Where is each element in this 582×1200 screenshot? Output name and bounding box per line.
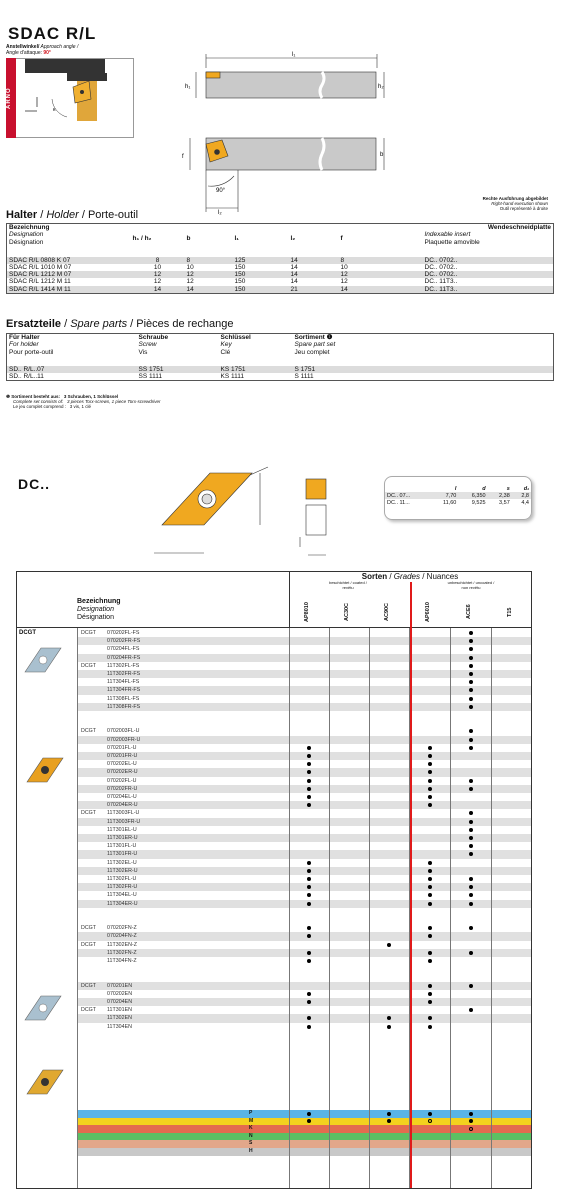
grade-dot — [469, 656, 473, 660]
table-row — [77, 891, 531, 899]
table-row — [77, 990, 531, 998]
table-row — [77, 941, 531, 949]
row-designation: 11T302EN — [107, 1015, 132, 1022]
grade-dot — [307, 1000, 311, 1004]
table-row — [77, 686, 531, 694]
grade-dot — [428, 787, 432, 791]
row-designation: 11T304FN-Z — [107, 958, 137, 964]
approach-angle-label: Anstellwinkel/ Approach angle / Angle d'attaque: 90° — [6, 44, 79, 56]
holder-row: SDAC R/L 0808 K 07 8 8 125 14 8 DC.. 0702.. — [7, 257, 554, 264]
spare-row: SD.. R/L..11 SS 1111 KS 1111 S 1111 — [7, 373, 554, 381]
row-designation: 070202FR-FS — [107, 638, 141, 645]
grade-dot — [469, 902, 473, 906]
grade-dot — [428, 861, 432, 865]
table-row — [77, 1023, 531, 1031]
dim-angle: 90° — [216, 188, 226, 194]
table-row — [77, 834, 531, 842]
grade-dot — [307, 992, 311, 996]
row-designation: 11T301EN — [107, 1007, 132, 1014]
grade-col-ACE6: ACE6 — [466, 604, 472, 620]
dim-l2: l₂ — [218, 210, 222, 216]
grade-dot — [469, 631, 473, 635]
grade-dot — [307, 795, 311, 799]
grade-dot — [307, 1025, 311, 1029]
row-designation: 070202ER-U — [107, 769, 138, 776]
iso-label: M — [249, 1117, 254, 1124]
grade-dot — [428, 795, 432, 799]
row-designation: 0702003FL-U — [107, 728, 140, 735]
grade-dot — [469, 984, 473, 988]
spare-set-note: ❶ Sortiment besteht aus: 3 Schrauben, 1 Schlüssel Complete set consists of: 3 pieces Torx-screws, 1 piece Torx-screwdriver Le jeu complet comprend : 3 vis, 1 clé — [6, 394, 161, 410]
row-designation: 070204EN — [107, 999, 133, 1005]
iso-label: H — [249, 1148, 253, 1154]
table-row — [77, 637, 531, 645]
grade-dot — [469, 779, 473, 783]
table-row — [77, 793, 531, 801]
holder-section-title: Halter / Holder / Porte-outil — [6, 209, 139, 221]
row-designation: 11T301FL-U — [107, 843, 137, 850]
column-divider — [329, 628, 330, 1188]
grade-dot — [307, 770, 311, 774]
grade-dot — [469, 729, 473, 733]
table-row — [77, 932, 531, 940]
row-code: DCGT — [81, 1007, 97, 1014]
row-designation: 070201FL-U — [107, 744, 137, 751]
row-designation: 11T302EN-Z — [107, 941, 137, 948]
grade-dot — [307, 877, 311, 881]
dim-l1: l₁ — [292, 52, 296, 58]
table-row — [77, 777, 531, 785]
row-code: DCGT — [81, 925, 97, 932]
brand-logo: ARNO — [6, 58, 16, 138]
grade-dot — [428, 803, 432, 807]
holder-drawing — [182, 46, 392, 216]
dim-b: b — [380, 152, 384, 158]
iso-dot — [387, 1112, 391, 1116]
holder-row: SDAC R/L 1212 M 11 12 12 150 14 12 DC.. 11T3.. — [7, 278, 554, 285]
column-divider — [491, 628, 492, 1188]
row-designation: 11T302FL-U — [107, 876, 137, 882]
grade-table — [16, 571, 532, 1189]
row-designation: 11T302FL-FS — [107, 662, 140, 669]
grade-dot — [469, 680, 473, 684]
grade-dot — [469, 664, 473, 668]
table-row — [77, 1014, 531, 1022]
row-designation: 070202FN-Z — [107, 925, 137, 932]
grades-title: Sorten / Grades / Nuances — [361, 572, 459, 581]
row-code: DCGT — [81, 982, 97, 989]
row-designation: 070202EN — [107, 990, 133, 997]
row-designation: 11T304EN — [107, 1023, 132, 1030]
grade-dot — [428, 754, 432, 758]
insert-drawing — [140, 465, 340, 565]
iso-dot — [469, 1127, 473, 1131]
row-designation: 11T301EL-U — [107, 826, 137, 833]
row-designation: 11T302FR-FS — [107, 671, 141, 677]
iso-band-K — [77, 1125, 531, 1133]
grade-dot — [469, 828, 473, 832]
grade-dot — [428, 934, 432, 938]
insert-image-z — [23, 990, 63, 1030]
column-divider — [289, 628, 290, 1188]
grade-dot — [307, 959, 311, 963]
grade-dot — [428, 951, 432, 955]
grade-dot — [469, 705, 473, 709]
grade-dot — [307, 779, 311, 783]
iso-dot — [307, 1112, 311, 1116]
row-designation: 11T302FR-U — [107, 884, 138, 891]
column-divider — [369, 628, 370, 1188]
grade-dot — [469, 746, 473, 750]
grade-dot — [307, 885, 311, 889]
table-row — [77, 768, 531, 776]
insert-title: DC.. — [18, 476, 50, 492]
group-label: DCGT — [19, 630, 36, 636]
table-row — [77, 736, 531, 744]
row-designation: 070202EL-U — [107, 761, 137, 768]
row-designation: 11T302EL-U — [107, 859, 137, 866]
page-title: SDAC R/L — [8, 24, 97, 43]
iso-label: K — [249, 1125, 253, 1132]
iso-label: P — [249, 1110, 253, 1116]
iso-dot — [428, 1119, 432, 1123]
row-designation: 11T301ER-U — [107, 835, 138, 841]
row-designation: 070204FL-FS — [107, 646, 140, 653]
column-divider — [450, 628, 451, 1188]
row-designation: 11T3003FL-U — [107, 810, 140, 817]
iso-dot — [469, 1112, 473, 1116]
row-code: DCGT — [81, 941, 97, 948]
grade-dot — [307, 893, 311, 897]
row-code: DCGT — [81, 810, 97, 817]
table-row — [77, 801, 531, 809]
insert-dimensions-box: l d s d₁ DC.. 07... 7,70 6,350 2,38 2,8 DC.. 11... 11,60 9,525 3,57 4,4 — [384, 476, 532, 520]
iso-label: S — [249, 1140, 253, 1147]
grade-dot — [307, 902, 311, 906]
grade-dot — [469, 1008, 473, 1012]
grade-dot — [469, 885, 473, 889]
insert-image-u — [25, 752, 65, 792]
grade-dot — [469, 639, 473, 643]
grade-dot — [428, 984, 432, 988]
table-row — [77, 900, 531, 908]
dim-f: f — [182, 154, 184, 160]
grade-dot — [469, 811, 473, 815]
table-row — [77, 883, 531, 891]
grade-dot — [469, 672, 473, 676]
row-designation: 070204ER-U — [107, 802, 138, 809]
grade-dot — [307, 861, 311, 865]
grade-dot — [469, 787, 473, 791]
table-row — [77, 703, 531, 711]
grade-dot — [428, 779, 432, 783]
row-designation: 11T304FR-FS — [107, 687, 141, 694]
table-row — [77, 760, 531, 768]
grade-dot — [469, 877, 473, 881]
grade-dot — [469, 844, 473, 848]
iso-band-M — [77, 1118, 531, 1126]
designation-divider — [77, 628, 78, 1188]
insert-image-fs — [23, 642, 63, 682]
grade-dot — [428, 885, 432, 889]
row-designation: 070202FL-FS — [107, 630, 140, 636]
grade-dot — [469, 697, 473, 701]
coated-uncoated-divider — [410, 582, 412, 1188]
row-designation: 070202FR-U — [107, 785, 138, 792]
grade-col-AP8010: AP8010 — [304, 602, 310, 622]
table-row — [77, 859, 531, 867]
table-row — [77, 744, 531, 752]
dim-h1: h₁ — [185, 84, 191, 90]
row-designation: 070202FL-U — [107, 777, 137, 784]
grade-col-AC30C: AC30C — [344, 602, 350, 622]
iso-dot — [469, 1119, 473, 1123]
grade-dot — [307, 951, 311, 955]
grade-dot — [428, 877, 432, 881]
grade-dot — [307, 869, 311, 873]
table-row — [77, 998, 531, 1006]
insert-image-en — [25, 1064, 65, 1104]
row-designation: 11T308FL-FS — [107, 695, 140, 702]
grade-dot — [387, 943, 391, 947]
iso-band-H — [77, 1148, 531, 1156]
grade-dot — [307, 746, 311, 750]
holder-row: SDAC R/L 1212 M 07 12 12 150 14 12 DC.. 0702.. — [7, 271, 554, 278]
grade-dot — [307, 1016, 311, 1020]
table-row — [77, 875, 531, 883]
grade-dot — [387, 1016, 391, 1020]
grade-dot — [307, 787, 311, 791]
grade-dot — [428, 1016, 432, 1020]
grade-dot — [469, 852, 473, 856]
grade-dot — [469, 926, 473, 930]
table-row — [77, 867, 531, 875]
row-code: DCGT — [81, 630, 97, 636]
dim-h2: h₂ — [378, 84, 384, 90]
iso-label: N — [249, 1132, 253, 1139]
spare-parts-table: Für Halter For holder Pour porte-outil Schraube Screw Vis Schlüssel Key Clé Sortiment ❶ Spare part set Jeu complet SD.. R/L..07 SS 1751 KS 1751 S 1751 SD.. R/L..11 SS 1111 KS 1111 S 1111 — [6, 333, 554, 381]
table-row — [77, 785, 531, 793]
grade-dot — [428, 893, 432, 897]
svg-text:κ: κ — [53, 107, 56, 113]
iso-band-S — [77, 1140, 531, 1148]
table-row — [77, 842, 531, 850]
grade-dot — [387, 1025, 391, 1029]
grade-dot — [469, 893, 473, 897]
iso-dot — [307, 1119, 311, 1123]
iso-band-N — [77, 1133, 531, 1141]
row-designation: 11T304EL-U — [107, 892, 137, 899]
spare-row: SD.. R/L..07 SS 1751 KS 1751 S 1751 — [7, 366, 554, 373]
grade-dot — [307, 934, 311, 938]
row-designation: 11T304ER-U — [107, 900, 138, 907]
row-designation: 11T308FR-FS — [107, 703, 141, 710]
application-sketch — [6, 58, 134, 138]
grade-dot — [469, 951, 473, 955]
table-row — [77, 826, 531, 834]
grade-col-AC90C: AC90C — [384, 602, 390, 622]
row-designation: 070204FN-Z — [107, 933, 137, 940]
holder-row: SDAC R/L 1010 M 07 10 10 150 14 10 DC.. 0702.. — [7, 264, 554, 271]
grade-dot — [469, 738, 473, 742]
grade-dot — [469, 836, 473, 840]
drawing-note: Rechte Ausführung abgebildet Right-hand execution shown Outil représenté à droite — [482, 196, 548, 212]
table-row — [77, 809, 531, 817]
grade-dot — [428, 770, 432, 774]
grade-dot — [428, 1025, 432, 1029]
iso-band-P — [77, 1110, 531, 1118]
table-row — [77, 678, 531, 686]
table-row — [77, 695, 531, 703]
row-code: DCGT — [81, 728, 97, 735]
grade-dot — [307, 762, 311, 766]
row-designation: 0702003FR-U — [107, 736, 141, 743]
row-designation: 11T304FL-FS — [107, 679, 140, 686]
table-row — [77, 949, 531, 957]
row-designation: 070201EN — [107, 982, 133, 989]
table-row — [77, 924, 531, 932]
grade-dot — [428, 746, 432, 750]
iso-dot — [428, 1112, 432, 1116]
iso-dot — [387, 1119, 391, 1123]
grade-dot — [428, 762, 432, 766]
row-designation: 11T302FN-Z — [107, 949, 137, 956]
grade-dot — [428, 902, 432, 906]
holder-table: Bezeichnung Designation Désignation h₁ / h₂ b l₁ l₂ f Wendeschneidplatte Indexable insert Plaquette amovible SDAC R/L 0808 K 07 8 8 125 14 8 DC.. 0702.. SDAC R/L 1010 M 07 10 10 150 14 10 DC.. 0702.. SDAC R/L 1212 M 07 12 12 150 14 12 DC.. 0702.. SDAC R/L 1212 M 11 12 12 150 14 12 DC.. 11T3.. SDAC R/L 1414 M 11 14 14 150 21 14 DC.. 11T3.. — [6, 223, 554, 294]
table-row — [77, 957, 531, 965]
grade-dot — [307, 754, 311, 758]
row-code: DCGT — [81, 662, 97, 669]
row-designation: 11T3003FR-U — [107, 818, 141, 825]
table-row — [77, 818, 531, 826]
table-row — [77, 850, 531, 858]
row-designation: 070201FR-U — [107, 753, 138, 759]
table-row — [77, 629, 531, 637]
row-designation: 11T301FR-U — [107, 851, 138, 858]
table-row — [77, 727, 531, 735]
row-designation: 070204EL-U — [107, 794, 137, 800]
uncoated-label: unbeschichtet / uncoated / non revêtu — [447, 580, 495, 590]
grade-dot — [469, 688, 473, 692]
table-row — [77, 752, 531, 760]
grade-dot — [428, 869, 432, 873]
grade-dot — [307, 803, 311, 807]
grade-dot — [469, 820, 473, 824]
grade-dot — [428, 1000, 432, 1004]
row-designation: 11T302ER-U — [107, 867, 138, 874]
grade-dot — [307, 926, 311, 930]
grade-dot — [428, 992, 432, 996]
table-row — [77, 654, 531, 662]
holder-row: SDAC R/L 1414 M 11 14 14 150 21 14 DC.. 11T3.. — [7, 286, 554, 294]
grade-dot — [469, 647, 473, 651]
table-row — [77, 670, 531, 678]
grade-col-T15: T15 — [507, 607, 513, 617]
table-row — [77, 662, 531, 670]
spare-section-title: Ersatzteile / Spare parts / Pièces de rechange — [6, 318, 234, 330]
table-row — [77, 1006, 531, 1014]
coated-label: beschichtet / coated / revêtu — [329, 580, 367, 590]
grade-dot — [428, 959, 432, 963]
table-row — [77, 982, 531, 990]
grade-dot — [428, 926, 432, 930]
grade-col-AP6010: AP6010 — [425, 602, 431, 622]
designation-header: Bezeichnung Designation Désignation — [77, 598, 121, 621]
table-row — [77, 645, 531, 653]
row-designation: 070204FR-FS — [107, 654, 141, 661]
